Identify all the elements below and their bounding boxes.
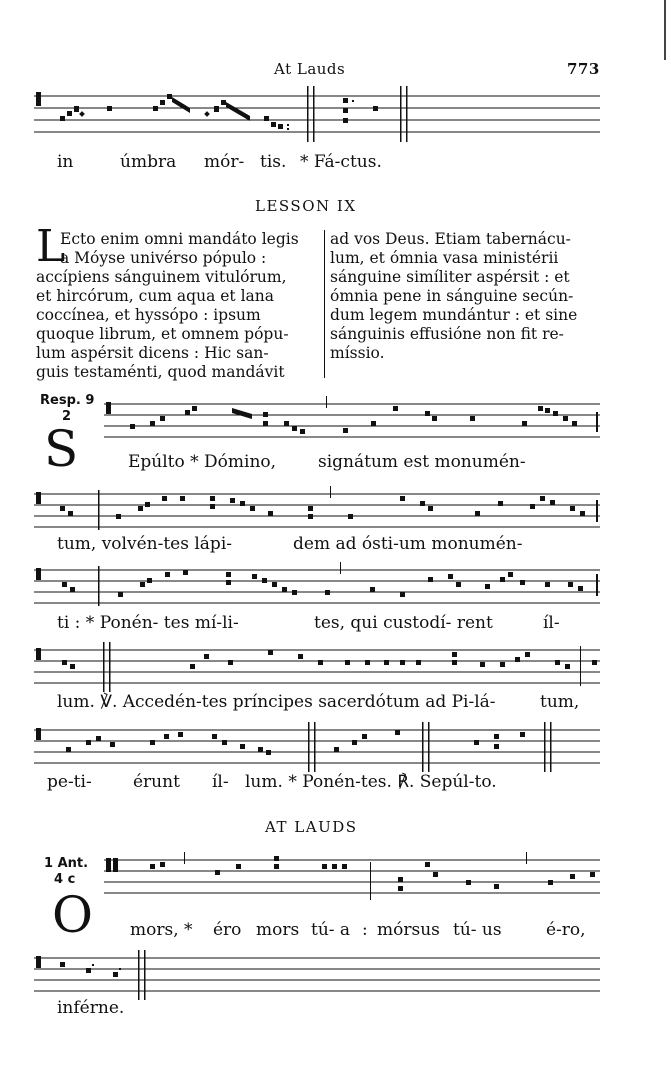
text-line: quoque librum, et omnem pópu- xyxy=(36,325,289,343)
syllable: é-ro, xyxy=(546,920,586,940)
chant-staff xyxy=(0,562,671,612)
syllable: signátum est monumén- xyxy=(318,452,526,472)
syllable: tú- us xyxy=(453,920,502,940)
syllable: dem ad ósti-um monumén- xyxy=(293,534,523,554)
lesson-title: LESSON IX xyxy=(255,197,357,215)
responsory-label: Resp. 9 xyxy=(40,393,95,408)
chant-staff xyxy=(0,486,671,536)
syllable: ti : * Ponén- tes mí-li- xyxy=(57,613,239,633)
text-line: míssio. xyxy=(330,344,385,362)
lesson-left-column xyxy=(36,230,318,382)
drop-cap: S xyxy=(44,420,79,478)
page-edge-rule xyxy=(664,0,666,60)
running-header: At Lauds xyxy=(274,60,346,78)
drop-cap: O xyxy=(52,886,93,944)
lyrics-line xyxy=(0,152,671,176)
chant-staff xyxy=(0,642,671,692)
text-line: guis testaménti, quod mandávit xyxy=(36,363,285,381)
syllable: in xyxy=(57,152,74,172)
syllable: tes, qui custodí- rent xyxy=(314,613,493,633)
syllable: mors, * xyxy=(130,920,193,940)
syllable: * Fá-ctus. xyxy=(300,152,382,172)
lyrics-line xyxy=(0,452,671,476)
lesson-right-column xyxy=(330,230,602,363)
syllable: lum. * Ponén-tes. ℟. Sepúl-to. xyxy=(245,772,497,792)
syllable: inférne. xyxy=(57,998,125,1018)
mode-number: 4 c xyxy=(54,872,76,887)
mode-number: 2 xyxy=(62,409,72,424)
text-line: accípiens sánguinem vitulórum, xyxy=(36,268,287,286)
text-line: ómnia pene in sánguine secún- xyxy=(330,287,574,305)
page-number: 773 xyxy=(567,60,600,78)
syllable: mors xyxy=(256,920,300,940)
syllable: érunt xyxy=(133,772,180,792)
syllable: Epúlto * Dómino, xyxy=(128,452,277,472)
syllable: úmbra xyxy=(120,152,177,172)
lyrics-line xyxy=(0,920,671,944)
syllable: íl- xyxy=(212,772,229,792)
syllable: mór- xyxy=(204,152,245,172)
syllable: éro xyxy=(213,920,242,940)
chant-staff xyxy=(0,86,671,142)
text-line: a Móyse univérso pópulo : xyxy=(60,249,267,267)
text-line: Ecto enim omni mandáto legis xyxy=(60,230,299,248)
text-line: dum legem mundántur : et sine xyxy=(330,306,578,324)
syllable: tum, xyxy=(540,692,580,712)
text-line: et hircórum, cum aqua et lana xyxy=(36,287,274,305)
chant-staff xyxy=(0,950,671,1000)
syllable: : xyxy=(362,920,368,940)
syllable: tú- a xyxy=(311,920,351,940)
lyrics-line xyxy=(0,692,671,716)
lyrics-line xyxy=(0,772,671,796)
chant-staff xyxy=(0,852,671,902)
text-line: coccínea, et hyssópo : ipsum xyxy=(36,306,261,324)
syllable: tis. xyxy=(260,152,287,172)
syllable: lum. ℣. Accedén-tes príncipes sacerdótum ad Pi-lá- xyxy=(57,692,496,712)
drop-cap: L xyxy=(36,221,66,272)
text-line: lum, et ómnia vasa ministérii xyxy=(330,249,559,267)
lyrics-line xyxy=(0,613,671,637)
text-line: ad vos Deus. Etiam tabernácu- xyxy=(330,230,571,248)
syllable: tum, volvén-tes lápi- xyxy=(57,534,232,554)
lyrics-line xyxy=(0,534,671,558)
chant-staff xyxy=(0,722,671,772)
syllable: íl- xyxy=(543,613,560,633)
chant-staff xyxy=(0,396,671,446)
lyrics-line xyxy=(0,998,671,1022)
syllable: mórsus xyxy=(377,920,440,940)
antiphon-label: 1 Ant. xyxy=(44,856,89,871)
text-line: sánguinis effusióne non fit re- xyxy=(330,325,564,343)
text-line: sánguine simíliter aspérsit : et xyxy=(330,268,570,286)
section-title: AT LAUDS xyxy=(265,818,358,836)
column-rule xyxy=(324,230,325,378)
text-line: lum aspérsit dicens : Hic san- xyxy=(36,344,269,362)
syllable: pe-ti- xyxy=(47,772,92,792)
